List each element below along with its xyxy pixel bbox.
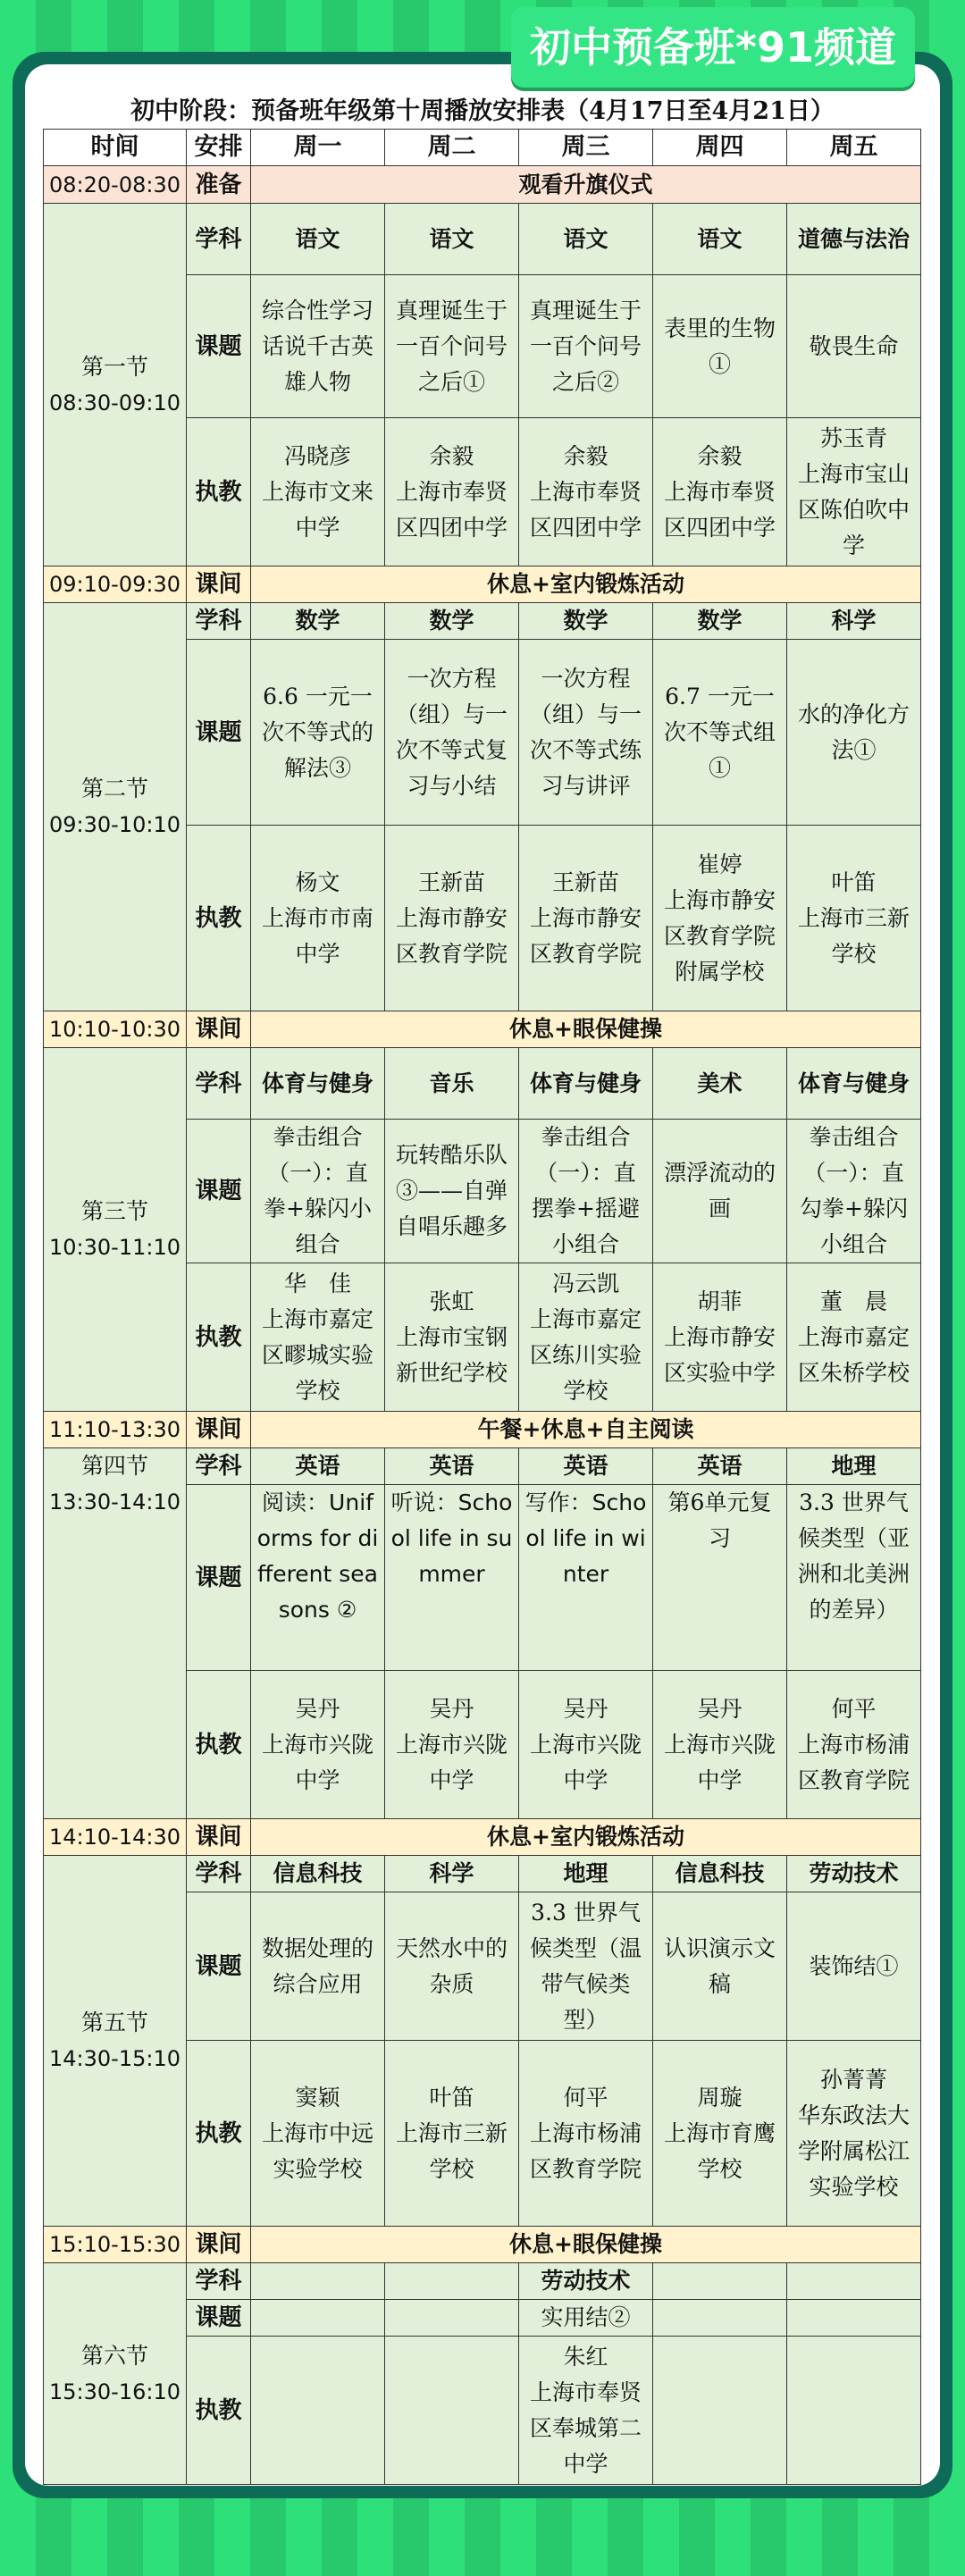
- subject-label: 学科: [187, 1856, 251, 1892]
- teacher-mon: [251, 2337, 385, 2485]
- teacher-thu: [653, 418, 787, 566]
- period-name: 第一节: [80, 353, 148, 380]
- teacher-name: 叶笛: [831, 868, 877, 895]
- teacher-tue: [385, 1671, 519, 1819]
- topic-wed: [519, 1485, 653, 1671]
- subject-label: 学科: [187, 603, 251, 640]
- teacher-name: 董 晨: [819, 1288, 887, 1314]
- period-name: 第二节: [80, 776, 148, 801]
- teacher-name: 孙菁菁: [819, 2066, 887, 2093]
- cell-text: 英语: [429, 1453, 474, 1479]
- break-activity: 午餐+休息+自主阅读: [251, 1412, 921, 1448]
- teacher-school: 上海市兴陇中学: [663, 1731, 776, 1793]
- teacher-thu: [653, 2337, 787, 2485]
- subject-mon: [251, 603, 385, 640]
- teacher-name: 何平: [831, 1695, 877, 1722]
- teacher-wed: [519, 1263, 653, 1412]
- cell-text: 劳动技术: [541, 2268, 631, 2294]
- period-subject-row: [44, 204, 921, 275]
- subject-tue: [385, 603, 519, 640]
- cell-text: 英语: [697, 1453, 743, 1479]
- cell-text: 一次方程（组）与一次不等式复习与小结: [395, 665, 508, 799]
- cell-text: 真理诞生于一百个问号之后②: [529, 297, 642, 395]
- break-activity: 休息+眼保健操: [251, 2227, 921, 2263]
- subject-tue: [385, 1048, 519, 1120]
- cell-text: 劳动技术: [809, 1860, 899, 1886]
- channel-badge: 初中预备班*91频道: [511, 7, 915, 88]
- cell-text: 玩转酷乐队③——自弹自唱乐趣多: [395, 1142, 508, 1239]
- teacher-name: 叶笛: [429, 2084, 474, 2110]
- period-time: 09:30-10:10: [49, 812, 180, 837]
- flag-activity: 观看升旗仪式: [251, 166, 921, 204]
- teacher-name: 窦颖: [295, 2084, 340, 2110]
- cell-text: 地理: [563, 1860, 608, 1886]
- cell-text: 真理诞生于一百个问号之后①: [395, 297, 508, 395]
- teacher-mon: [251, 2041, 385, 2227]
- teacher-name: 朱红: [563, 2343, 608, 2370]
- teacher-fri: [787, 2337, 921, 2485]
- break-time: 11:10-13:30: [44, 1412, 187, 1448]
- period-subject-row: [44, 2263, 921, 2300]
- cell-text: 敬畏生命: [809, 332, 899, 359]
- break-activity: 休息+室内锻炼活动: [251, 1819, 921, 1856]
- teacher-label: 执教: [187, 2337, 251, 2485]
- teacher-tue: [385, 826, 519, 1011]
- cell-text: 3.3 世界气候类型（温带气候类型）: [529, 1899, 642, 2033]
- break-time: 09:10-09:30: [44, 566, 187, 603]
- subject-mon: [251, 1448, 385, 1485]
- cell-text: 语文: [563, 225, 608, 252]
- topic-mon: [251, 275, 385, 418]
- teacher-name: 王新苗: [551, 868, 619, 895]
- subject-mon: [251, 2263, 385, 2300]
- teacher-fri: [787, 1263, 921, 1412]
- topic-label: 课题: [187, 640, 251, 826]
- cell-text: 认识演示文稿: [663, 1934, 776, 1997]
- teacher-tue: [385, 1263, 519, 1412]
- period-name: 第五节: [80, 2010, 148, 2035]
- header-tue: 周二: [385, 130, 519, 166]
- flag-time: 08:20-08:30: [44, 166, 187, 204]
- break-row: [44, 1819, 921, 1856]
- period-subject-row: [44, 1048, 921, 1120]
- flag-row: [44, 166, 921, 204]
- period-name: 第四节: [80, 1453, 148, 1479]
- break-time: 15:10-15:30: [44, 2227, 187, 2263]
- teacher-school: 上海市静安区教育学院: [529, 904, 642, 967]
- header-time: 时间: [44, 130, 187, 166]
- cell-text: 天然水中的杂质: [395, 1934, 508, 1997]
- topic-fri: [787, 1485, 921, 1671]
- cell-text: 装饰结①: [809, 1952, 899, 1979]
- subject-label: 学科: [187, 1048, 251, 1120]
- break-label: 课间: [187, 1412, 251, 1448]
- cell-text: 体育与健身: [261, 1070, 373, 1096]
- topic-tue: [385, 640, 519, 826]
- cell-text: 数据处理的综合应用: [261, 1934, 373, 1997]
- teacher-fri: [787, 418, 921, 566]
- cell-text: 语文: [295, 225, 340, 252]
- subject-tue: [385, 204, 519, 275]
- header-arrange: 安排: [187, 130, 251, 166]
- subject-thu: [653, 1856, 787, 1892]
- teacher-school: 上海市静安区教育学院: [395, 904, 508, 967]
- subject-label: 学科: [187, 2263, 251, 2300]
- cell-text: 3.3 世界气候类型（亚洲和北美洲的差异）: [797, 1489, 910, 1623]
- teacher-name: 吴丹: [563, 1695, 608, 1722]
- topic-fri: [787, 1892, 921, 2041]
- period-label: [44, 204, 187, 566]
- teacher-thu: [653, 1263, 787, 1412]
- period-subject-row: [44, 1856, 921, 1892]
- teacher-wed: [519, 418, 653, 566]
- topic-mon: [251, 2300, 385, 2337]
- subject-mon: [251, 204, 385, 275]
- header-wed: 周三: [519, 130, 653, 166]
- topic-thu: [653, 1892, 787, 2041]
- teacher-wed: [519, 2337, 653, 2485]
- teacher-name: 吴丹: [697, 1695, 743, 1722]
- teacher-wed: [519, 826, 653, 1011]
- topic-label: 课题: [187, 1892, 251, 2041]
- subject-wed: [519, 1448, 653, 1485]
- teacher-mon: [251, 1263, 385, 1412]
- teacher-name: 崔婷: [697, 851, 743, 877]
- teacher-mon: [251, 1671, 385, 1819]
- topic-thu: [653, 1120, 787, 1263]
- teacher-name: 吴丹: [429, 1695, 474, 1722]
- subject-thu: [653, 2263, 787, 2300]
- cell-text: 地理: [831, 1453, 877, 1479]
- topic-tue: [385, 275, 519, 418]
- topic-wed: [519, 1892, 653, 2041]
- topic-thu: [653, 2300, 787, 2337]
- teacher-school: 上海市宝钢新世纪学校: [395, 1323, 508, 1386]
- subject-tue: [385, 2263, 519, 2300]
- teacher-school: 上海市杨浦区教育学院: [529, 2119, 642, 2182]
- period-time: 14:30-15:10: [49, 2046, 180, 2071]
- period-time: 10:30-11:10: [49, 1235, 180, 1260]
- teacher-name: 余毅: [563, 442, 608, 469]
- teacher-wed: [519, 1671, 653, 1819]
- break-time: 14:10-14:30: [44, 1819, 187, 1856]
- topic-wed: [519, 275, 653, 418]
- cell-text: 综合性学习 话说千古英雄人物: [261, 297, 373, 395]
- teacher-school: 上海市嘉定区疁城实验学校: [261, 1305, 373, 1404]
- teacher-school: 华东政法大学附属松江实验学校: [797, 2102, 910, 2200]
- cell-text: 音乐: [429, 1070, 474, 1096]
- topic-wed: [519, 2300, 653, 2337]
- teacher-name: 冯云凯: [551, 1270, 619, 1296]
- teacher-school: 上海市三新学校: [395, 2119, 508, 2182]
- topic-tue: [385, 1892, 519, 2041]
- teacher-name: 苏玉青: [819, 424, 887, 451]
- cell-text: 科学: [831, 608, 877, 634]
- topic-fri: [787, 1120, 921, 1263]
- teacher-school: 上海市嘉定区朱桥学校: [797, 1323, 910, 1386]
- teacher-school: 上海市兴陇中学: [529, 1731, 642, 1793]
- cell-text: 数学: [697, 608, 743, 634]
- subject-fri: [787, 603, 921, 640]
- cell-text: 拳击组合（一）：直摆拳+摇避小组合: [532, 1124, 640, 1257]
- cell-text: 体育与健身: [529, 1070, 642, 1096]
- cell-text: 体育与健身: [797, 1070, 910, 1096]
- break-row: [44, 2227, 921, 2263]
- teacher-name: 华 佳: [283, 1270, 351, 1296]
- header-row: [44, 130, 921, 166]
- teacher-label: 执教: [187, 826, 251, 1011]
- teacher-wed: [519, 2041, 653, 2227]
- cell-text: 6.7 一元一次不等式组①: [663, 683, 776, 781]
- flag-label: 准备: [187, 166, 251, 204]
- subject-thu: [653, 1448, 787, 1485]
- cell-text: 实用结②: [541, 2304, 631, 2330]
- teacher-name: 余毅: [429, 442, 474, 469]
- topic-fri: [787, 2300, 921, 2337]
- teacher-name: 王新苗: [417, 868, 485, 895]
- teacher-mon: [251, 826, 385, 1011]
- teacher-school: 上海市奉贤区四团中学: [529, 478, 642, 541]
- topic-mon: [251, 1892, 385, 2041]
- period-subject-row: [44, 603, 921, 640]
- subject-label: 学科: [187, 204, 251, 275]
- subject-fri: [787, 1448, 921, 1485]
- cell-text: 信息科技: [273, 1860, 363, 1886]
- cell-text: 拳击组合（一）：直勾拳+躲闪小组合: [800, 1124, 908, 1257]
- schedule-title: 初中阶段：预备班年级第十周播放安排表（4月17日至4月21日）: [130, 97, 835, 125]
- cell-text: 语文: [429, 225, 474, 252]
- cell-text: 数学: [295, 608, 340, 634]
- teacher-fri: [787, 2041, 921, 2227]
- topic-label: 课题: [187, 1120, 251, 1263]
- teacher-school: 上海市兴陇中学: [261, 1731, 373, 1793]
- break-label: 课间: [187, 1819, 251, 1856]
- cell-text: 写作：School life in winter: [524, 1489, 647, 1587]
- teacher-tue: [385, 2041, 519, 2227]
- teacher-name: 周璇: [697, 2084, 743, 2110]
- break-time: 10:10-10:30: [44, 1011, 187, 1048]
- header-mon: 周一: [251, 130, 385, 166]
- subject-fri: [787, 1856, 921, 1892]
- teacher-school: 上海市嘉定区练川实验学校: [529, 1305, 642, 1404]
- period-label: [44, 603, 187, 1011]
- teacher-school: 上海市文来中学: [261, 478, 373, 541]
- cell-text: 一次方程（组）与一次不等式练习与讲评: [529, 665, 642, 799]
- topic-thu: [653, 1485, 787, 1671]
- topic-wed: [519, 1120, 653, 1263]
- cell-text: 水的净化方法①: [797, 701, 910, 763]
- subject-thu: [653, 603, 787, 640]
- teacher-school: 上海市中远实验学校: [261, 2119, 373, 2182]
- topic-wed: [519, 640, 653, 826]
- teacher-name: 胡菲: [697, 1288, 743, 1314]
- teacher-name: 余毅: [697, 442, 743, 469]
- teacher-thu: [653, 2041, 787, 2227]
- subject-wed: [519, 204, 653, 275]
- teacher-school: 上海市兴陇中学: [395, 1731, 508, 1793]
- schedule-card: [25, 64, 940, 2486]
- cell-text: 信息科技: [675, 1860, 765, 1886]
- period-subject-row: [44, 1448, 921, 1485]
- break-label: 课间: [187, 566, 251, 603]
- schedule-table: [43, 129, 921, 2485]
- subject-wed: [519, 1048, 653, 1120]
- period-name: 第三节: [80, 1198, 148, 1224]
- period-time: 15:30-16:10: [49, 2379, 180, 2404]
- teacher-label: 执教: [187, 1263, 251, 1412]
- subject-thu: [653, 204, 787, 275]
- cell-text: 听说：School life in summer: [390, 1489, 513, 1587]
- subject-wed: [519, 1856, 653, 1892]
- cell-text: 表里的生物①: [663, 315, 776, 377]
- teacher-label: 执教: [187, 2041, 251, 2227]
- subject-tue: [385, 1856, 519, 1892]
- subject-fri: [787, 2263, 921, 2300]
- break-row: [44, 1011, 921, 1048]
- break-row: [44, 566, 921, 603]
- period-time: 08:30-09:10: [49, 390, 180, 415]
- cell-text: 阅读：Uniforms for different seasons ②: [256, 1489, 379, 1623]
- topic-tue: [385, 2300, 519, 2337]
- topic-fri: [787, 640, 921, 826]
- teacher-school: 上海市三新学校: [797, 904, 910, 967]
- teacher-name: 吴丹: [295, 1695, 340, 1722]
- subject-tue: [385, 1448, 519, 1485]
- period-label: [44, 1048, 187, 1412]
- break-label: 课间: [187, 1011, 251, 1048]
- teacher-mon: [251, 418, 385, 566]
- teacher-fri: [787, 826, 921, 1011]
- period-name: 第六节: [80, 2342, 148, 2369]
- period-label: [44, 1856, 187, 2227]
- header-fri: 周五: [787, 130, 921, 166]
- teacher-school: 上海市奉贤区四团中学: [395, 478, 508, 541]
- cell-text: 数学: [429, 608, 474, 634]
- cell-text: 语文: [697, 225, 743, 252]
- topic-mon: [251, 1485, 385, 1671]
- subject-label: 学科: [187, 1448, 251, 1485]
- teacher-name: 何平: [563, 2084, 608, 2110]
- teacher-fri: [787, 1671, 921, 1819]
- teacher-name: 冯晓彦: [283, 442, 351, 469]
- teacher-thu: [653, 826, 787, 1011]
- period-label: [44, 1448, 187, 1819]
- teacher-tue: [385, 2337, 519, 2485]
- topic-mon: [251, 1120, 385, 1263]
- teacher-label: 执教: [187, 1671, 251, 1819]
- topic-thu: [653, 275, 787, 418]
- teacher-school: 上海市育鹰学校: [663, 2119, 776, 2182]
- header-thu: 周四: [653, 130, 787, 166]
- teacher-name: 张虹: [429, 1288, 474, 1314]
- break-row: [44, 1412, 921, 1448]
- break-label: 课间: [187, 2227, 251, 2263]
- break-activity: 休息+室内锻炼活动: [251, 566, 921, 603]
- topic-label: 课题: [187, 1485, 251, 1671]
- period-time: 13:30-14:10: [49, 1489, 180, 1515]
- teacher-school: 上海市静安区教育学院附属学校: [663, 886, 776, 985]
- cell-text: 数学: [563, 608, 608, 634]
- teacher-name: 杨文: [295, 868, 340, 895]
- topic-thu: [653, 640, 787, 826]
- teacher-school: 上海市杨浦区教育学院: [797, 1731, 910, 1793]
- subject-fri: [787, 1048, 921, 1120]
- teacher-school: 上海市奉贤区奉城第二中学: [529, 2379, 642, 2477]
- topic-mon: [251, 640, 385, 826]
- cell-text: 拳击组合（一）：直拳+躲闪小组合: [264, 1124, 372, 1257]
- teacher-school: 上海市静安区实验中学: [663, 1323, 776, 1386]
- topic-fri: [787, 275, 921, 418]
- teacher-school: 上海市奉贤区四团中学: [663, 478, 776, 541]
- period-label: [44, 2263, 187, 2485]
- teacher-thu: [653, 1671, 787, 1819]
- subject-mon: [251, 1856, 385, 1892]
- subject-mon: [251, 1048, 385, 1120]
- topic-label: 课题: [187, 2300, 251, 2337]
- cell-text: 英语: [563, 1453, 608, 1479]
- subject-fri: [787, 204, 921, 275]
- teacher-school: 上海市市南中学: [261, 904, 373, 967]
- cell-text: 美术: [697, 1070, 743, 1096]
- break-activity: 休息+眼保健操: [251, 1011, 921, 1048]
- cell-text: 第6单元复习: [667, 1489, 772, 1551]
- cell-text: 英语: [295, 1453, 340, 1479]
- cell-text: 6.6 一元一次不等式的解法③: [261, 683, 373, 781]
- teacher-label: 执教: [187, 418, 251, 566]
- topic-tue: [385, 1485, 519, 1671]
- cell-text: 漂浮流动的画: [663, 1160, 776, 1221]
- cell-text: 道德与法治: [797, 225, 910, 252]
- teacher-tue: [385, 418, 519, 566]
- subject-thu: [653, 1048, 787, 1120]
- cell-text: 科学: [429, 1860, 474, 1886]
- topic-label: 课题: [187, 275, 251, 418]
- teacher-school: 上海市宝山区陈伯吹中学: [797, 460, 910, 558]
- subject-wed: [519, 603, 653, 640]
- topic-tue: [385, 1120, 519, 1263]
- subject-wed: [519, 2263, 653, 2300]
